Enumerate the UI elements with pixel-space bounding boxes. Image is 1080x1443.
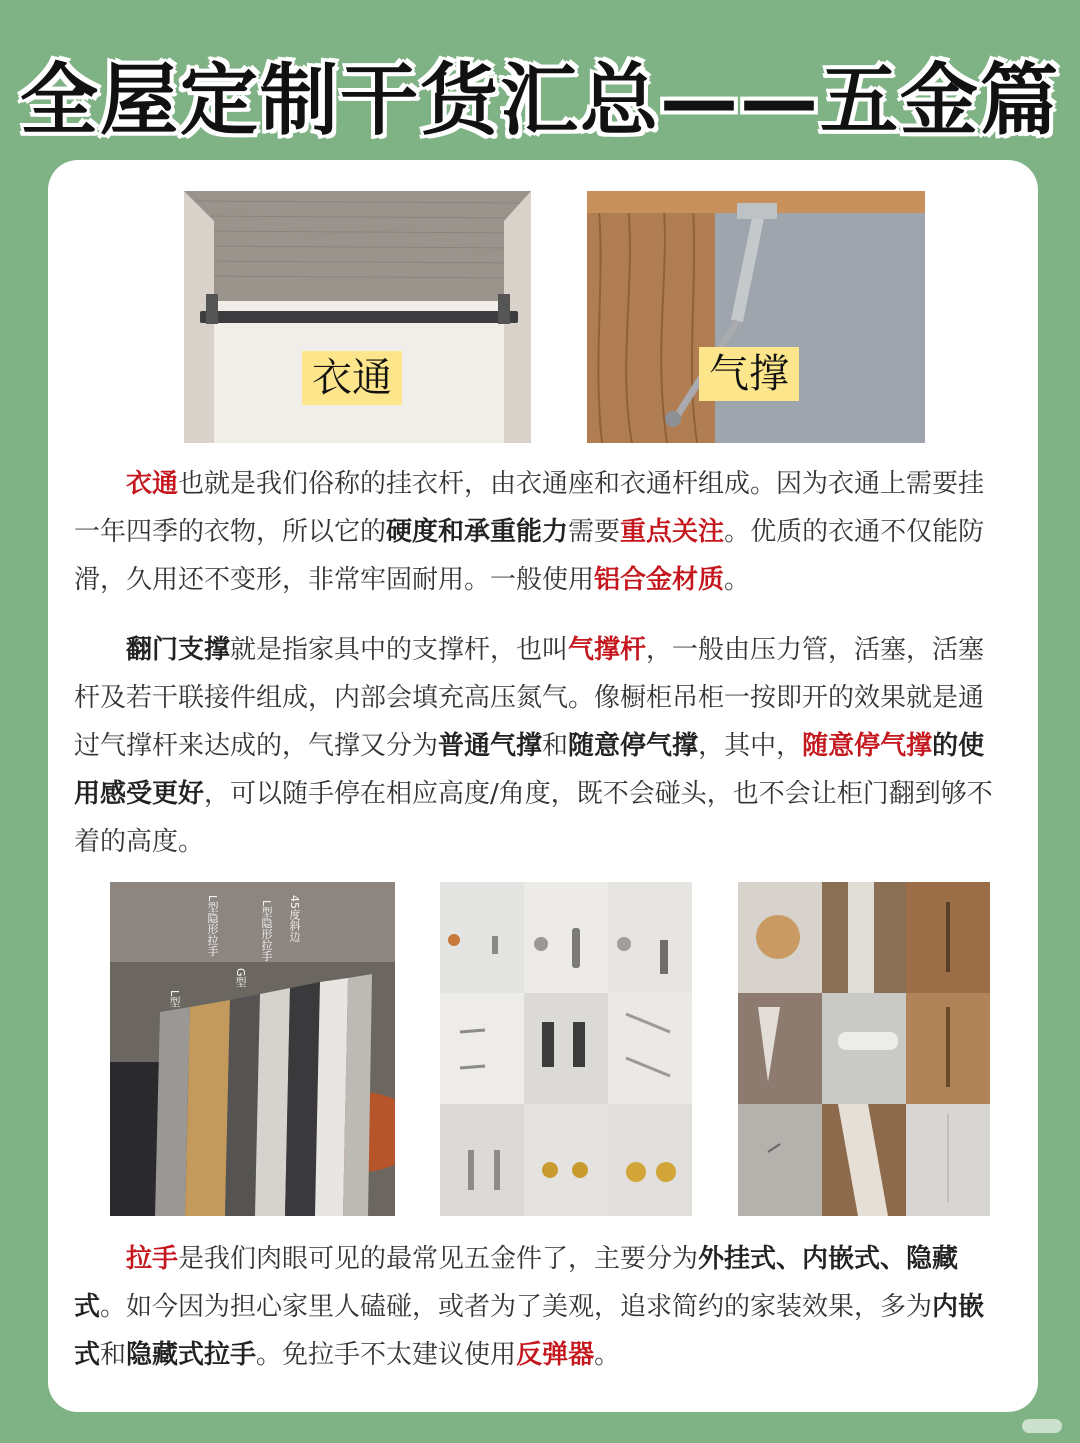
cabinet-handles-photo <box>440 882 692 1216</box>
tag-rail: 衣通 <box>302 351 402 405</box>
page-title: 全屋定制干货汇总——五金篇 <box>19 56 1060 146</box>
watermark-badge <box>1022 1419 1062 1433</box>
wardrobe-rail-photo <box>184 191 531 443</box>
paragraph-gas-strut: 翻门支撑就是指家具中的支撑杆，也叫气撑杆，一般由压力管，活塞，活塞杆及若干联接件组成，内部会填充高压氮气。像橱柜吊柜一按即开的效果就是通过气撑杆来达成的，气撑又分为普通气撑和随意停气撑，其中，随意停气撑的使用感受更好，可以随手停在相应高度/角度，既不会碰头，也不会让柜门翻到够不着的高度。 <box>74 635 993 857</box>
paragraph-handles: 拉手是我们肉眼可见的最常见五金件了，主要分为外挂式、内嵌式、隐藏式。如今因为担心家里人磕碰，或者为了美观，追求简约的家装效果，多为内嵌式和隐藏式拉手。免拉手不太建议使用反弹器。 <box>74 1244 985 1370</box>
handle-profiles-photo <box>110 882 395 1216</box>
profile-label-2: L型隐形拉手 <box>206 895 219 957</box>
paragraph-rail: 衣通也就是我们俗称的挂衣杆，由衣通座和衣通杆组成。因为衣通上需要挂一年四季的衣物，所以它的硬度和承重能力需要重点关注。优质的衣通不仅能防滑，久用还不变形，非常牢固耐用。一般使用铝合金材质。 <box>74 469 985 595</box>
tag-strut: 气撑 <box>699 347 799 401</box>
content-card <box>48 160 1038 1412</box>
profile-label-5: 45度斜边 <box>288 895 301 942</box>
profile-label-3: G型 <box>234 968 247 988</box>
gas-strut-photo <box>587 191 925 443</box>
hidden-handles-photo <box>738 882 990 1216</box>
profile-label-1: L型 <box>168 990 181 1008</box>
profile-label-4: L型隐形拉手 <box>260 900 273 962</box>
